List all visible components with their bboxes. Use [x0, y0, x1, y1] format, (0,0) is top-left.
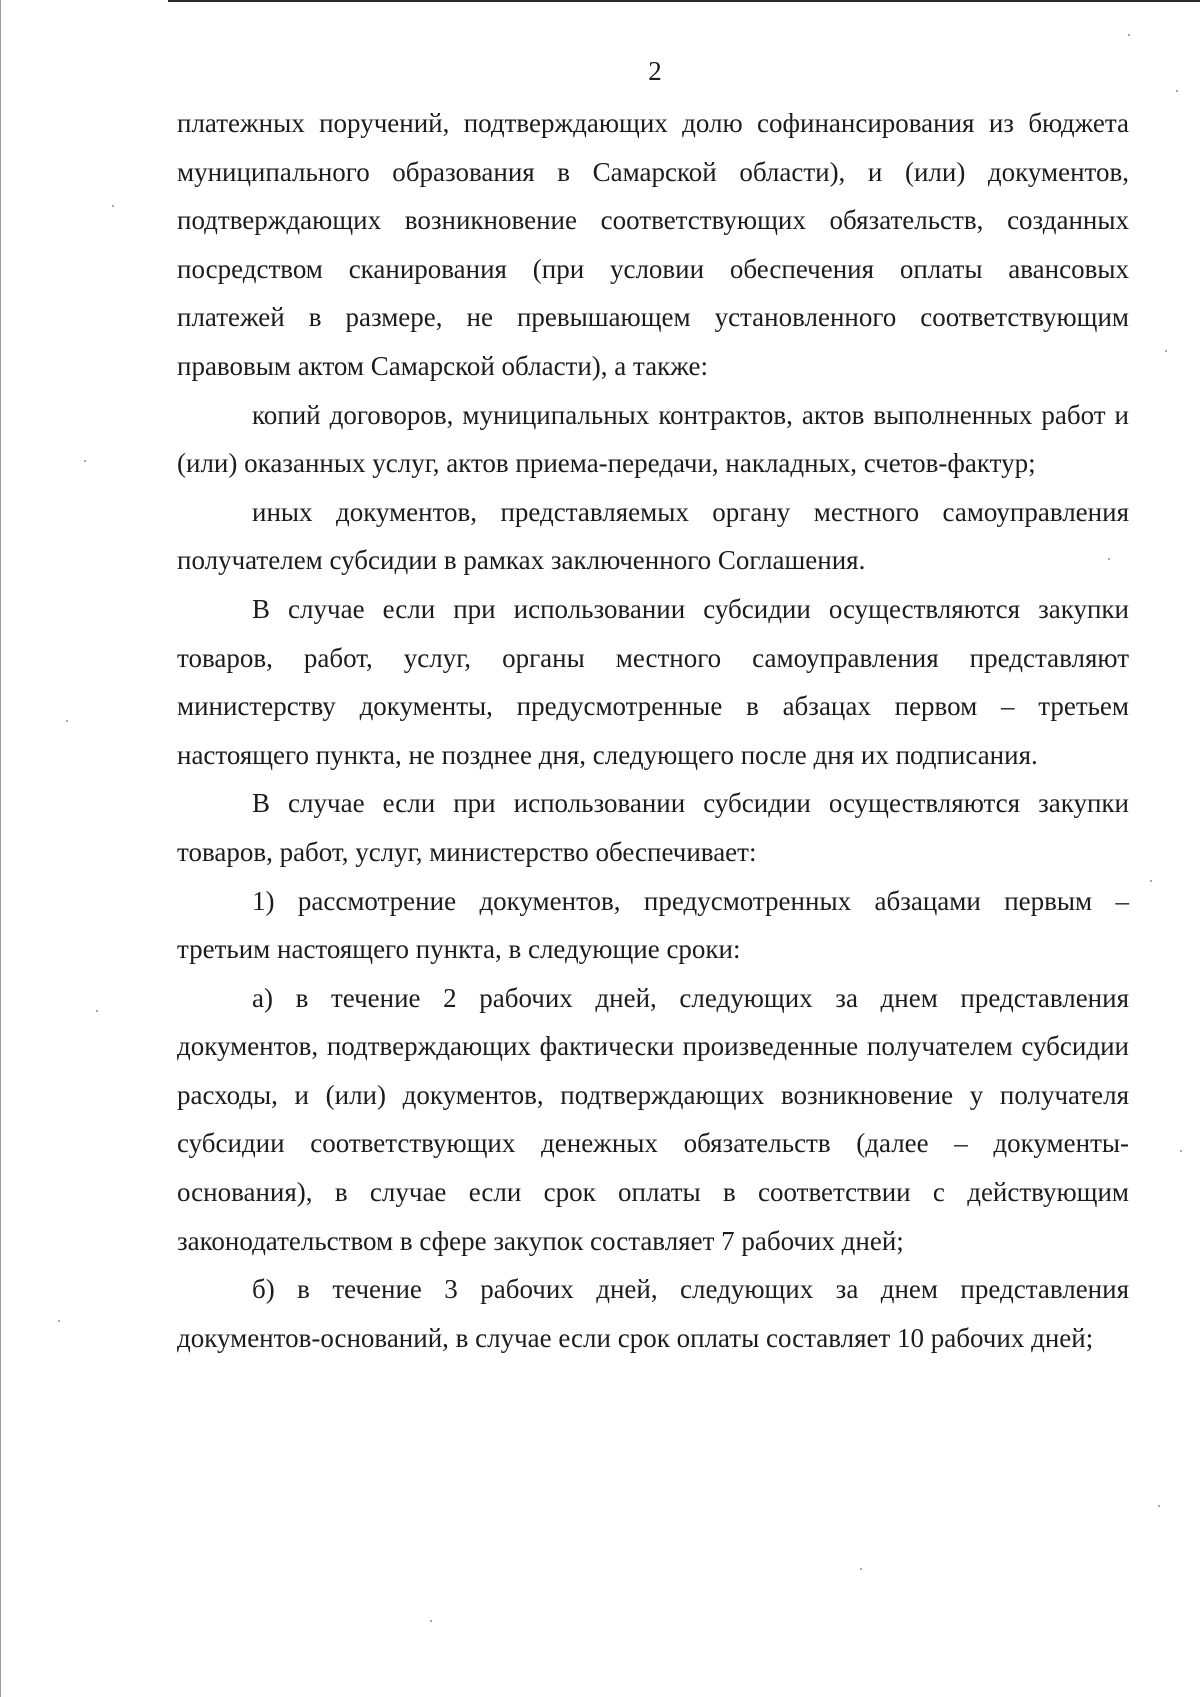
document-body — [177, 99, 1129, 1362]
scan-speck — [430, 1620, 432, 1622]
scan-speck — [112, 205, 114, 207]
scan-speck — [1165, 350, 1167, 352]
paragraph: иных документов, представляемых органу местного самоуправления получателем субсидии в рамках заключенного Соглашения. — [177, 496, 1129, 576]
paragraph: 1) рассмотрение документов, предусмотренных абзацами первым – третьим настоящего пункта, в следующие сроки: — [177, 885, 1129, 965]
scan-speck — [58, 1320, 60, 1322]
paragraph: платежных поручений, подтверждающих долю софинансирования из бюджета муниципального образования в Самарской области), и (или) документов, подтверждающих возникновение соответствующих обязательств, созданных посредством сканирования (при условии обеспечения оплаты авансовых платежей в размере, не превышающем установленного соответствующим правовым актом Самарской области), а также: — [177, 108, 1129, 381]
scan-speck — [860, 1568, 862, 1570]
scan-left-edge — [0, 0, 1, 1697]
paragraph: В случае если при использовании субсидии осуществляются закупки товаров, работ, услуг, министерство обеспечивает: — [177, 788, 1129, 867]
scan-speck — [1150, 880, 1152, 882]
paragraph: б) в течение 3 рабочих дней, следующих за днем представления документов-оснований, в случае если срок оплаты составляет 10 рабочих дней; — [177, 1274, 1129, 1353]
paragraph: В случае если при использовании субсидии осуществляются закупки товаров, работ, услуг, органы местного самоуправления представляют министерству документы, предусмотренные в абзацах первом – третьем настоящего пункта, не позднее дня, следующего после дня их подписания. — [177, 593, 1129, 770]
scan-speck — [1176, 90, 1178, 92]
paragraph: копий договоров, муниципальных контрактов, актов выполненных работ и (или) оказанных услуг, актов приема-передачи, накладных, счетов-фактур; — [177, 399, 1129, 479]
scan-speck — [1180, 1150, 1182, 1152]
paragraph: а) в течение 2 рабочих дней, следующих за днем представления документов, подтверждающих фактически произведенные получателем субсидии расходы, и (или) документов, подтверждающих возникновение у получателя субсидии соответствующих денежных обязательств (далее – документы-основания), в случае если срок оплаты в соответствии с действующим законодательством в сфере закупок составляет 7 рабочих дней; — [177, 982, 1129, 1256]
scan-speck — [1108, 558, 1110, 560]
scan-speck — [1158, 1505, 1160, 1507]
scan-speck — [96, 1010, 98, 1012]
scan-speck — [66, 720, 68, 722]
scan-speck — [84, 460, 86, 462]
page-number: 2 — [648, 56, 662, 86]
scan-top-edge — [168, 0, 1200, 2]
scan-speck — [1128, 34, 1130, 36]
